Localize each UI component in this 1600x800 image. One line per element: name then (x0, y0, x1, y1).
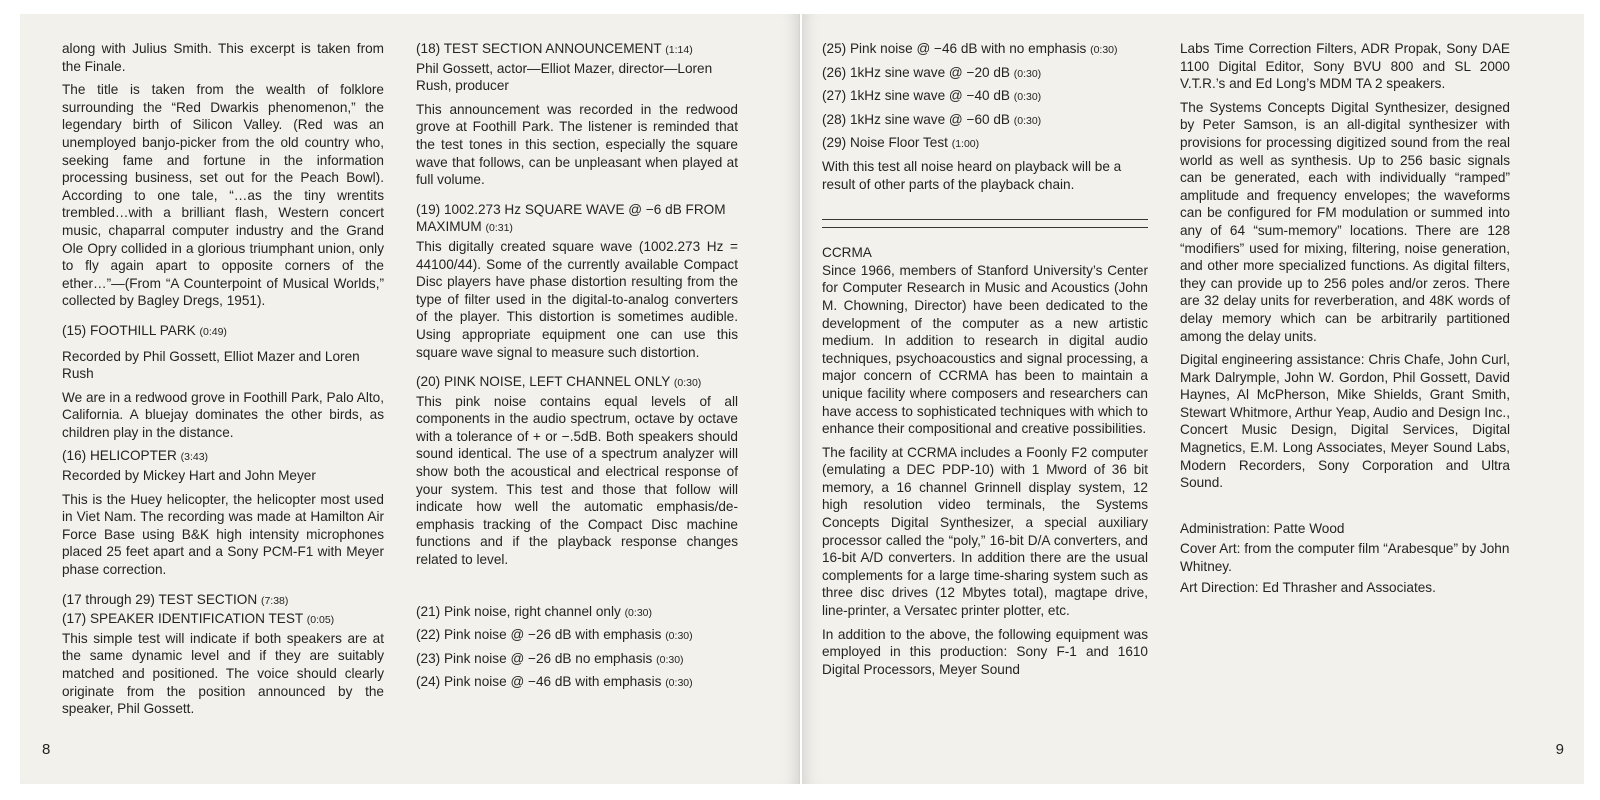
page-9 (802, 14, 1584, 784)
track-item: (25) Pink noise @ −46 dB with no emphasis (0:30) (822, 41, 1118, 56)
track-16 (62, 447, 384, 578)
production-credits (1180, 520, 1510, 596)
page-number: 9 (1555, 741, 1564, 758)
art-direction-credit: Art Direction: Ed Thrasher and Associates. (1180, 579, 1436, 595)
test-section (62, 591, 384, 718)
track-title: (19) 1002.273 Hz SQUARE WAVE @ −6 dB FROM MAXIMUM (416, 201, 726, 235)
track-duration: (1:14) (665, 44, 693, 56)
page-number: 8 (42, 741, 51, 758)
engineering-credits: Digital engineering assistance: Chris Chafe, John Curl, Mark Dalrymple, John W. Gordon, Phil Gossett, David Haynes, Al McPherson, Mike Shields, Grant Smith, Stewart Whitmore, Arthur Yeap, Audio and Design Inc., Concert Music Design, Digital Services, Digital Magnetics, E.M. Long Associates, Meyer Sound Labs, Modern Recorders, Sony Corporation and Ultra Sound. (1180, 352, 1510, 491)
noise-floor-note: With this test all noise heard on playback will be a result of other parts of the playback chain. (822, 158, 1122, 192)
track-item: (24) Pink noise @ −46 dB with emphasis (0:30) (416, 674, 693, 690)
ccrma-paragraph-1: Since 1966, members of Stanford University’s Center for Computer Research in Music and Acoustics (John M. Chowning, Director) have been dedicated to the development of the computer as a new artistic medium. In addition to research in digital audio techniques, psychoacoustics and signal processing, a major concern of CCRMA has been to maintain a unique facility where composers and researchers can have access to sophisticated techniques with which to enhance their compositional and creative possibilities. (822, 262, 1148, 437)
section-title: (17 through 29) TEST SECTION (62, 591, 258, 607)
track-19 (416, 201, 738, 361)
ccrma-heading: CCRMA (822, 245, 872, 261)
track-duration: (0:31) (485, 222, 513, 235)
track-15 (62, 322, 384, 442)
track-duration: (0:49) (199, 325, 227, 338)
ccrma-paragraph-3: In addition to the above, the following equipment was employed in this production: Sony F-1 and 1610 Digital Processors, Meyer Sound (822, 626, 1148, 677)
track-title: (18) TEST SECTION ANNOUNCEMENT (416, 41, 662, 56)
track-title: (16) HELICOPTER (62, 448, 177, 464)
section-duration: (7:38) (260, 594, 289, 607)
cover-art-credit: Cover Art: from the computer film “Arabesque” by John Whitney. (1180, 541, 1510, 575)
track-list-21-24 (416, 603, 738, 693)
track-item: (23) Pink noise @ −26 dB no emphasis (0:30) (416, 650, 684, 666)
track-credit: Phil Gossett, actor—Elliot Mazer, director—Loren Rush, producer (416, 60, 713, 94)
track-description: This is the Huey helicopter, the helicopter most used in Viet Nam. The recording was made at Hamilton Air Force Base using B&K high intensity microphones placed 25 feet apart and a Sony PCM-F1 with Meyer phase correction. (62, 491, 384, 578)
section-divider (822, 219, 1148, 228)
intro-paragraph-1: along with Julius Smith. This excerpt is taken from the Finale. (62, 41, 384, 74)
track-item: (29) Noise Floor Test (1:00) (822, 135, 980, 151)
track-description: We are in a redwood grove in Foothill Park, Palo Alto, California. A bluejay dominates the other birds, as children play in the distance. (62, 389, 384, 440)
track-credit: Recorded by Mickey Hart and John Meyer (62, 468, 316, 484)
right-column-1 (822, 40, 1148, 684)
right-column-2 (1180, 40, 1510, 599)
track-description: This digitally created square wave (1002.273 Hz = 44100/44). Some of the currently available Compact Disc players have phase distortion resulting from the type of filter used in the digital-to-analog converters of the player. This distortion is sometimes audible. Using appropriate equipment one can use this square wave signal to measure such distortion. (416, 238, 738, 360)
track-description: This simple test will indicate if both speakers are at the same dynamic level and if they are suitably matched and positioned. The voice should clearly originate from the position announced by the speaker, Phil Gossett. (62, 630, 384, 717)
administration-credit: Administration: Patte Wood (1180, 520, 1345, 536)
track-item: (27) 1kHz sine wave @ −40 dB (0:30) (822, 88, 1042, 104)
track-item: (22) Pink noise @ −26 dB with emphasis (0:30) (416, 627, 693, 643)
track-title: (20) PINK NOISE, LEFT CHANNEL ONLY (416, 374, 671, 390)
track-credit: Recorded by Phil Gossett, Elliot Mazer and Loren Rush (62, 348, 360, 382)
track-title: (17) SPEAKER IDENTIFICATION TEST (62, 611, 303, 627)
synthesizer-paragraph: The Systems Concepts Digital Synthesizer, designed by Peter Samson, is an all-digital synthesizer with provisions for processing digitized sound from the real world as well as synthesis. Up to 256 basic signals can be generated, each with individually “ramped” amplitude and frequency envelopes; the waveforms can be configured for FM modulation or summed into any of 64 “sum-memory” locations. There are 128 “modifiers” used for mixing, filtering, noise generation, and other more specialized functions. As digital filters, they can provide up to 256 poles and/or zeros. There are 32 delay units for reverberation, and 48K words of delay memory which can be arbitrarily partitioned among the delay units. (1180, 99, 1510, 344)
track-item: (21) Pink noise, right channel only (0:30) (416, 603, 652, 619)
track-duration: (3:43) (180, 451, 209, 464)
track-list-25-29 (822, 40, 1148, 154)
equipment-paragraph: Labs Time Correction Filters, ADR Propak, Sony DAE 1100 Digital Editor, Sony BVU 800 and SL 2000 V.T.R.’s and Ed Long’s MDM TA 2 speakers. (1180, 41, 1510, 92)
track-20 (416, 373, 738, 569)
track-title: (15) FOOTHILL PARK (62, 322, 196, 338)
track-duration: (0:30) (673, 377, 702, 390)
track-description: This announcement was recorded in the redwood grove at Foothill Park. The listener is reminded that the test tones in this section, especially the square wave that follows, can be unpleasant when played at full volume. (416, 101, 738, 188)
track-item: (28) 1kHz sine wave @ −60 dB (0:30) (822, 111, 1042, 127)
track-description: This pink noise contains equal levels of all components in the audio spectrum, octave by octave with a tolerance of + or −.5dB. Both speakers should sound identical. The use of a spectrum analyzer will show both the acoustical and electrical response of your system. This test and those that follow will indicate how well the automatic emphasis/de-emphasis tracking of the Compact Disc machine functions and if the playback response changes related to level. (416, 393, 738, 568)
ccrma-paragraph-2: The facility at CCRMA includes a Foonly F2 computer (emulating a DEC PDP-10) with 1 Mword of 36 bit memory, a 16 channel Grinnell display system, 12 high resolution video terminals, the Systems Concepts Digital Synthesizer, a special auxiliary processor called the “poly,” 16-bit D/A converters, and 16-bit A/D converters. In addition there are the usual complements for a large time-sharing system such as three disc drives (12 Mbytes total), magtape drive, line-printer, a Versatec printer plotter, etc. (822, 444, 1148, 619)
page-8 (20, 14, 800, 784)
track-item: (26) 1kHz sine wave @ −20 dB (0:30) (822, 64, 1042, 80)
track-18 (416, 40, 738, 189)
intro-paragraph-2: The title is taken from the wealth of folklore surrounding the “Red Dwarkis phenomenon,” the legendary birth of Silicon Valley. (Red was an unemployed banjo-picker from the old country who, seeking fame and fortune in the information processing business, set out for the Peach Bowl). According to one tale, “…as the tiny wrentits trembled…with a brilliant flash, Western concert music, chaparral computer industry and the Grand Ole Opry collided in a glorious triumphant union, only to fly again apart to opposite corners of the ether…”—(From “A Counterpoint of Musical Worlds,” collected by Bagley Dregs, 1951). (62, 82, 384, 309)
left-column-1 (62, 40, 384, 724)
left-column-2 (416, 40, 738, 697)
track-duration: (0:05) (306, 614, 335, 627)
